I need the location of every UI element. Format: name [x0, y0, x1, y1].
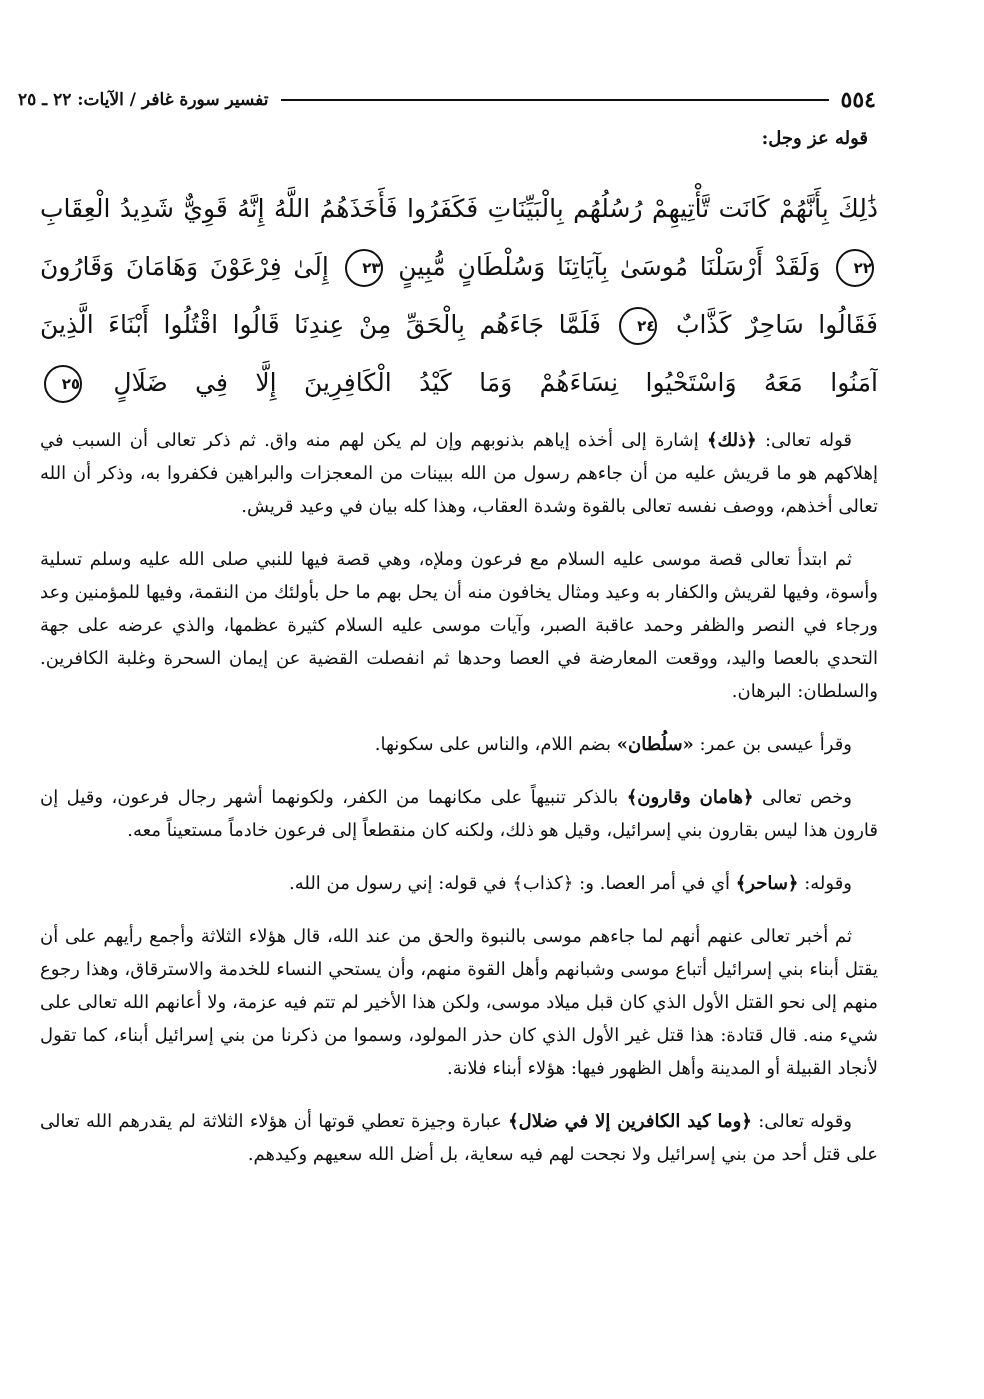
verse-line	[40, 180, 878, 238]
commentary-paragraph	[40, 424, 878, 523]
quoted-term: ﴿ساحر﴾	[735, 873, 799, 894]
paragraph-lead: وقوله:	[798, 873, 852, 894]
ayah-number-marker: ٢٤	[619, 307, 657, 345]
verse-line	[40, 296, 878, 354]
header-rule	[281, 99, 829, 101]
commentary-paragraph	[40, 781, 878, 847]
paragraph-lead: وخص تعالى	[753, 787, 852, 808]
verse-line	[40, 354, 878, 412]
ayah-number-marker: ٢٥	[44, 365, 82, 403]
verse-text: إِلَىٰ فِرْعَوْنَ وَهَامَانَ وَقَارُونَ	[40, 252, 329, 281]
page-number: ٥٥٤	[840, 87, 876, 113]
commentary-paragraph	[40, 920, 878, 1085]
verse-text: آمَنُوا مَعَهُ وَاسْتَحْيُوا نِسَاءَهُمْ وَمَا كَيْدُ الْكَافِرِينَ إِلَّا فِي ضَلَالٍ	[113, 368, 878, 397]
page-header	[18, 80, 876, 120]
intro-line: قوله عز وجل:	[761, 128, 868, 149]
paragraph-text: عبارة وجيزة تعطي قوتها أن هؤلاء الثلاثة لم يقدرهم الله تعالى على قتل أحد من بني إسرائيل ولا نجحت لهم فيه سعاية، بل أضل الله سعيهم وكيدهم.	[40, 1111, 878, 1165]
paragraph-text: ثم أخبر تعالى عنهم أنهم لما جاءهم موسى بالنبوة والحق من عند الله، قال هؤلاء الثلاثة وأجمع رأيهم على أن يقتل أبناء بني إسرائيل أتباع موسى وشبانهم وأهل القوة منهم، وأن يستحي النساء للخدمة والاسترقاق، وهذا رجوع منهم إلى نحو القتل الأول الذي كان قبل ميلاد موسى، ولكن هذا الأخير لم تتم فيه عزمة، ولا أعانهم الله تعالى على شيء منه. قال قتادة: هذا قتل غير الأول الذي كان حذر المولود، وسموا من ذكرنا من بني إسرائيل أبناء، كما تقول لأنجاد القبيلة أو المدينة وأهل الظهور فيها: هؤلاء أبناء فلانة.	[40, 926, 878, 1079]
quoted-term: ﴿ذلك﴾	[706, 430, 757, 451]
paragraph-lead: وقوله تعالى:	[751, 1111, 853, 1132]
paragraph-text: إشارة إلى أخذه إياهم بذنوبهم وإن لم يكن لهم منه واق. ثم ذكر تعالى أن السبب في إهلاكهم هو ما قريش عليه من أن جاءهم رسول من الله ببينات من المعجزات والبراهين فكفروا به، وذكر أن الله تعالى أخذهم، ووصف نفسه تعالى بالقوة وشدة العقاب، وهذا كله بيان في وعيد قريش.	[40, 430, 878, 517]
quoted-term: «سلُطان»	[616, 734, 694, 755]
commentary-paragraph	[40, 1105, 878, 1171]
verse-text: فَلَمَّا جَاءَهُم بِالْحَقِّ مِنْ عِندِنَا قَالُوا اقْتُلُوا أَبْنَاءَ الَّذِينَ	[40, 310, 601, 339]
quoted-term: ﴿وما كيد الكافرين إلا في ضلال﴾	[508, 1111, 752, 1132]
verse-text: فَقَالُوا سَاحِرٌ كَذَّابٌ	[675, 310, 878, 339]
commentary-paragraph	[40, 867, 878, 900]
paragraph-text: ثم ابتدأ تعالى قصة موسى عليه السلام مع فرعون وملإه، وهي قصة فيها للنبي صلى الله عليه وسلم تسلية وأسوة، وفيها لقريش والكفار به وعيد ومثال يخافون منه أن يحل بهم ما حل بأولئك من النقمة، وفيها للمؤمنين وعد ورجاء في النصر والظفر وحمد عاقبة الصبر، وآيات موسى عليه السلام كثيرة عظمها، والذي عرضه على جهة التحدي بالعصا واليد، ووقعت المعارضة في العصا وحدها ثم انفصلت القضية عن إيمان السحرة وغلبة الكافرين. والسلطان: البرهان.	[40, 549, 878, 702]
quran-verses	[40, 180, 878, 412]
paragraph-lead: قوله تعالى:	[756, 430, 852, 451]
verse-text: وَلَقَدْ أَرْسَلْنَا مُوسَىٰ بِآيَاتِنَا وَسُلْطَانٍ مُّبِينٍ	[398, 252, 821, 281]
paragraph-text: بالذكر تنبيهاً على مكانهما من الكفر، ولكونهما أشهر رجال فرعون، وقيل إن قارون هذا ليس بقارون بني إسرائيل، وقيل هو ذلك، ولكنه كان منقطعاً إلى فرعون خادماً مستعيناً معه.	[40, 787, 878, 841]
verse-line	[40, 238, 878, 296]
commentary-body	[40, 424, 878, 1191]
paragraph-lead: وقرأ عيسى بن عمر:	[693, 734, 852, 755]
running-title: تفسير سورة غافر / الآيات: ٢٢ ـ ٢٥	[18, 90, 269, 110]
ayah-number-marker: ٢٣	[345, 249, 383, 287]
verse-text: ذَٰلِكَ بِأَنَّهُمْ كَانَت تَّأْتِيهِمْ رُسُلُهُم بِالْبَيِّنَاتِ فَكَفَرُوا فَأَخَذَهُمُ اللَّهُ إِنَّهُ قَوِيٌّ شَدِيدُ الْعِقَابِ	[40, 194, 878, 223]
quoted-term: ﴿هامان وقارون﴾	[626, 787, 754, 808]
commentary-paragraph	[40, 728, 878, 761]
paragraph-text: بضم اللام، والناس على سكونها.	[374, 734, 617, 755]
paragraph-text: أي في أمر العصا. و: ﴿كذاب﴾ في قوله: إني رسول من الله.	[288, 873, 736, 894]
ayah-number-marker: ٢٢	[836, 249, 874, 287]
commentary-paragraph	[40, 543, 878, 708]
